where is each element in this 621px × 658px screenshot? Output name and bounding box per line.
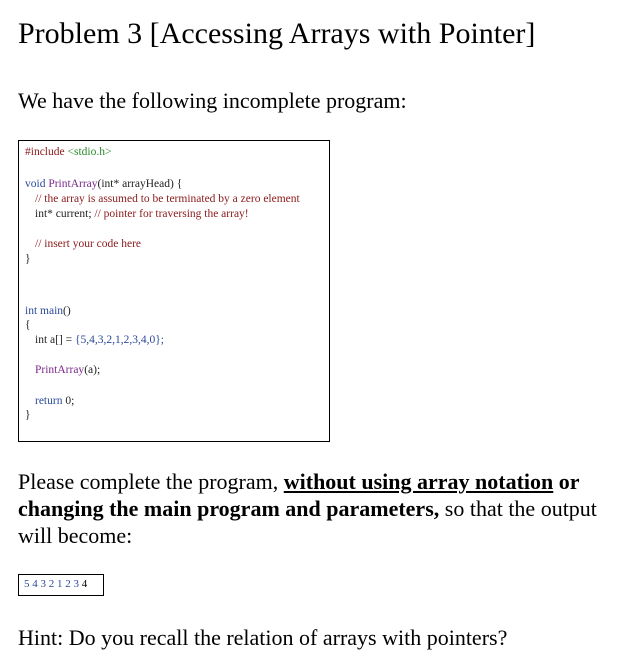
code-line-include [25,145,111,159]
instruction-paragraph [18,468,608,549]
code-token: // pointer for traversing the array! [94,208,249,220]
code-token: #include [25,146,68,158]
code-token: <stdio.h> [67,146,112,158]
code-line-close-brace: } [25,253,31,265]
emphasis-underlined: without using array notation [283,469,554,494]
code-token: return [35,395,66,407]
code-token: int main [25,305,64,317]
expected-output [18,574,104,596]
code-line-main [25,304,71,318]
code-token: 0; [65,395,75,407]
code-token: (a); [84,364,101,376]
code-line-func-signature [25,177,182,191]
code-line-call [35,363,100,377]
code-line-return [35,394,74,408]
page-title: Problem 3 [Accessing Arrays with Pointer] [18,17,536,50]
output-values: 5 4 3 2 1 2 3 [24,578,82,590]
code-line-comment: // the array is assumed to be terminated by a zero element [35,193,300,205]
code-token: void [25,178,49,190]
code-line-open-brace: { [25,319,31,331]
code-line-insert-comment: // insert your code here [35,238,142,250]
code-listing [18,140,330,442]
code-token: int* current; [35,208,95,220]
code-line-array-init [35,333,164,347]
code-token: () [63,305,71,317]
code-token: PrintArray [35,364,85,376]
code-token: int a[] = [35,334,76,346]
instruction-text: Please complete the program, [18,469,284,494]
hint-text: Hint: Do you recall the relation of arrays with pointers? [18,625,508,650]
instruction-text: so that the output will become: [18,496,597,548]
code-line-final-brace: } [25,409,31,421]
emphasis-bold: or changing the main program and parameters, [18,469,580,521]
code-line-declaration [35,207,249,221]
output-last-value: 4 [81,578,88,590]
code-token: PrintArray [48,178,98,190]
code-token: (int* arrayHead) { [97,178,183,190]
code-token: {5,4,3,2,1,2,3,4,0}; [75,334,165,346]
intro-text: We have the following incomplete program: [18,88,407,113]
